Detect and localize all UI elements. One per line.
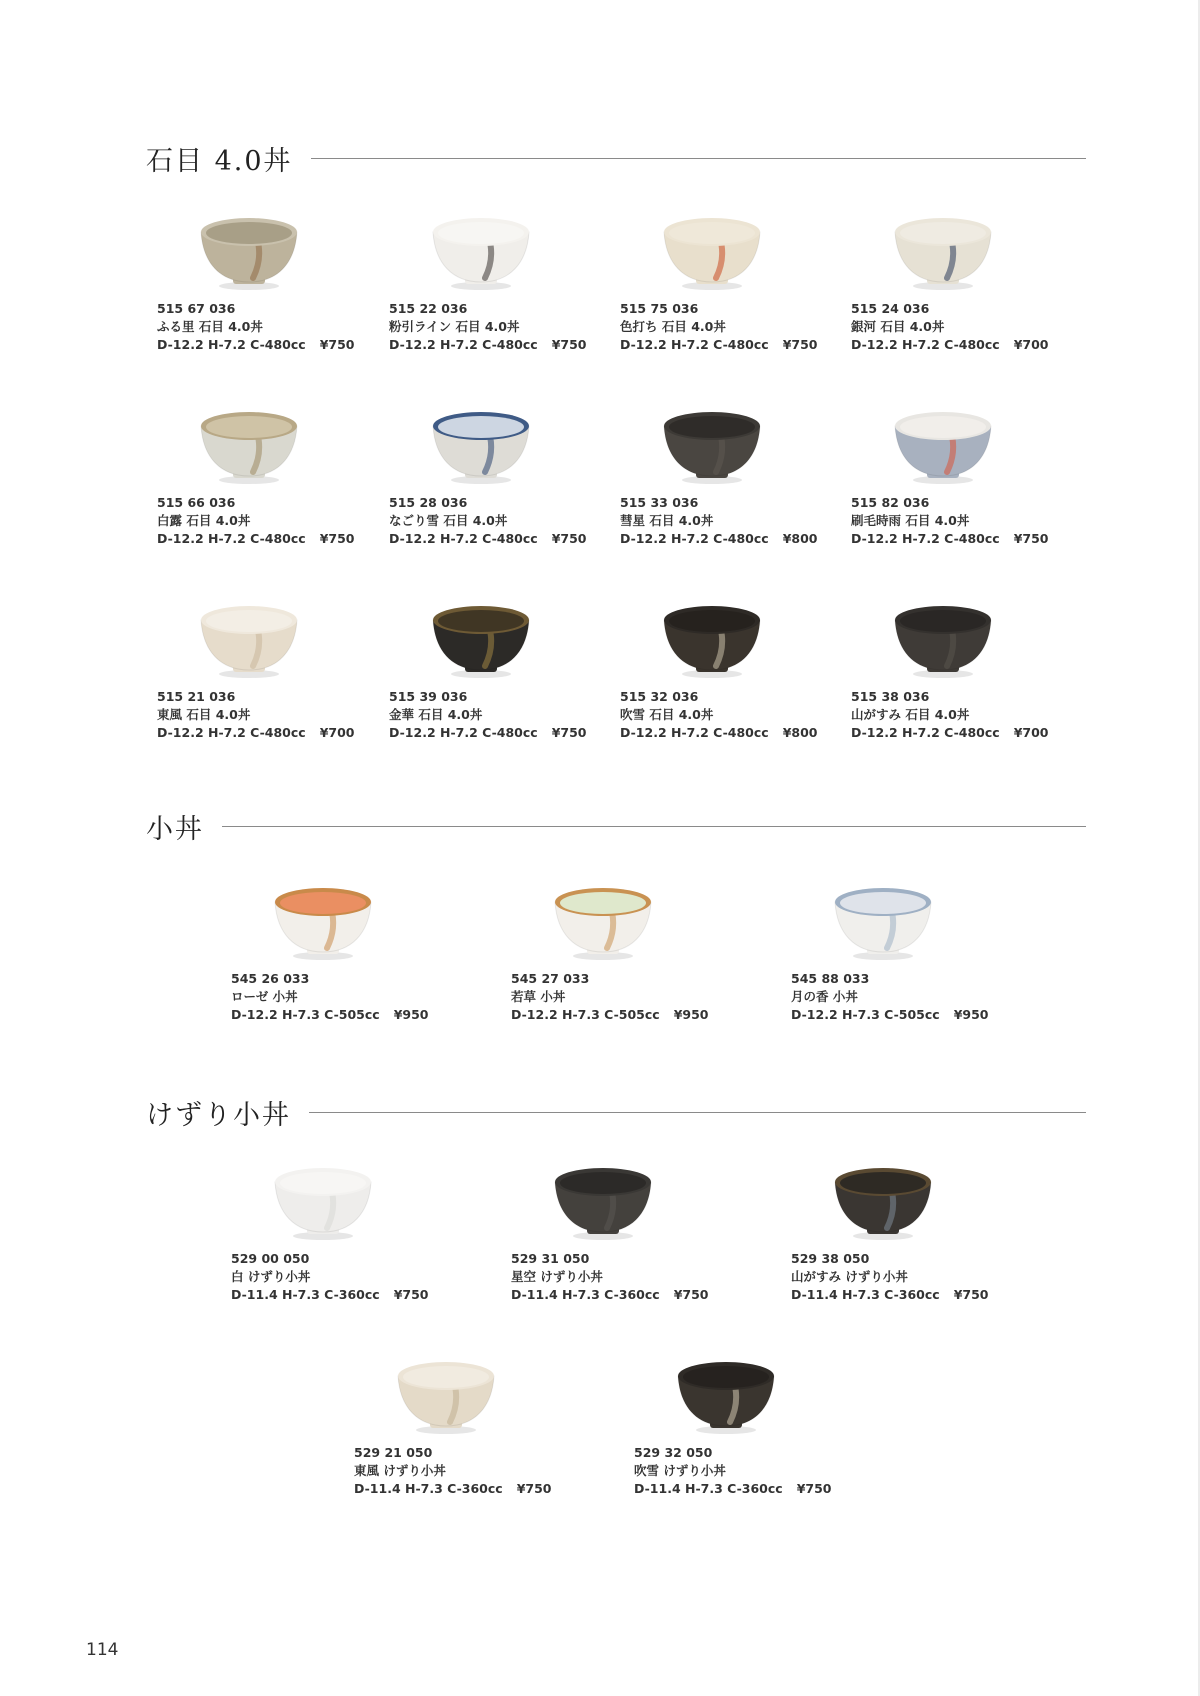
product-spec: D-11.4 H-7.3 C-360cc <box>231 1287 380 1302</box>
bowl-image <box>891 600 995 680</box>
product-spec: D-11.4 H-7.3 C-360cc <box>354 1481 503 1496</box>
bowl-inside <box>900 222 986 244</box>
product-price: ¥700 <box>319 725 355 740</box>
bowl-image <box>660 406 764 486</box>
product-info <box>620 300 820 354</box>
product-code: 515 39 036 <box>389 689 468 704</box>
bowl-image <box>429 600 533 680</box>
product-code: 515 24 036 <box>851 301 930 316</box>
bowl-image <box>891 212 995 292</box>
product-name: 吹雪 石目 4.0丼 <box>620 707 714 722</box>
bowl-inside <box>280 892 366 914</box>
product-code: 545 26 033 <box>231 971 310 986</box>
product-code: 529 32 050 <box>634 1445 713 1460</box>
product-price: ¥750 <box>551 725 587 740</box>
product-name: ふる里 石目 4.0丼 <box>157 319 263 334</box>
product-name: ローゼ 小丼 <box>231 989 298 1004</box>
product-name: 月の香 小丼 <box>791 989 858 1004</box>
product-code: 529 31 050 <box>511 1251 590 1266</box>
product-code: 529 21 050 <box>354 1445 433 1460</box>
bowl-image <box>831 1162 935 1242</box>
bowl-inside <box>669 416 755 438</box>
product-item <box>389 600 589 742</box>
product-info <box>851 688 1051 742</box>
product-price: ¥750 <box>673 1287 709 1302</box>
product-item <box>791 882 991 1024</box>
product-name: 山がすみ けずり小丼 <box>791 1269 908 1284</box>
product-item <box>791 1162 991 1304</box>
product-price: ¥750 <box>516 1481 552 1496</box>
product-price: ¥950 <box>393 1007 429 1022</box>
product-name: 吹雪 けずり小丼 <box>634 1463 726 1478</box>
product-info <box>620 494 820 548</box>
product-info <box>231 1250 431 1304</box>
product-spec: D-12.2 H-7.2 C-480cc <box>620 337 769 352</box>
product-price: ¥750 <box>319 531 355 546</box>
bowl-image <box>271 1162 375 1242</box>
product-name: 東風 けずり小丼 <box>354 1463 446 1478</box>
bowl-inside <box>438 610 524 632</box>
product-spec: D-12.2 H-7.3 C-505cc <box>231 1007 380 1022</box>
product-spec: D-12.2 H-7.2 C-480cc <box>851 725 1000 740</box>
product-name: 粉引ライン 石目 4.0丼 <box>389 319 520 334</box>
product-code: 529 00 050 <box>231 1251 310 1266</box>
product-name: 山がすみ 石目 4.0丼 <box>851 707 970 722</box>
bowl-inside <box>206 610 292 632</box>
bowl-image <box>660 212 764 292</box>
product-info <box>851 300 1051 354</box>
section-header-stone-bowl <box>146 138 1086 178</box>
product-price: ¥750 <box>953 1287 989 1302</box>
bowl-inside <box>403 1366 489 1388</box>
section-divider <box>222 826 1086 827</box>
product-item <box>851 406 1051 548</box>
product-info <box>620 688 820 742</box>
bowl-inside <box>560 892 646 914</box>
product-info <box>354 1444 554 1498</box>
product-item <box>851 212 1051 354</box>
product-item <box>157 406 357 548</box>
bowl-inside <box>840 892 926 914</box>
product-code: 515 22 036 <box>389 301 468 316</box>
product-code: 515 32 036 <box>620 689 699 704</box>
product-code: 545 88 033 <box>791 971 870 986</box>
product-spec: D-12.2 H-7.2 C-480cc <box>620 531 769 546</box>
product-code: 515 82 036 <box>851 495 930 510</box>
product-price: ¥750 <box>551 531 587 546</box>
product-price: ¥750 <box>551 337 587 352</box>
product-info <box>791 1250 991 1304</box>
product-name: 白露 石目 4.0丼 <box>157 513 251 528</box>
product-item <box>157 600 357 742</box>
product-item <box>389 212 589 354</box>
product-name: 白 けずり小丼 <box>231 1269 311 1284</box>
bowl-image <box>429 212 533 292</box>
product-spec: D-12.2 H-7.2 C-480cc <box>851 337 1000 352</box>
bowl-inside <box>669 222 755 244</box>
bowl-inside <box>438 222 524 244</box>
product-info <box>511 970 711 1024</box>
product-spec: D-11.4 H-7.3 C-360cc <box>791 1287 940 1302</box>
product-spec: D-12.2 H-7.2 C-480cc <box>389 337 538 352</box>
product-code: 515 38 036 <box>851 689 930 704</box>
section-title: 小丼 <box>146 813 204 845</box>
bowl-inside <box>560 1172 646 1194</box>
product-item <box>157 212 357 354</box>
product-info <box>389 494 589 548</box>
product-price: ¥750 <box>393 1287 429 1302</box>
product-spec: D-12.2 H-7.2 C-480cc <box>157 337 306 352</box>
product-price: ¥750 <box>796 1481 832 1496</box>
product-price: ¥750 <box>319 337 355 352</box>
bowl-image <box>271 882 375 962</box>
product-item <box>389 406 589 548</box>
product-info <box>634 1444 834 1498</box>
product-name: 星空 けずり小丼 <box>511 1269 603 1284</box>
bowl-image <box>394 1356 498 1436</box>
product-spec: D-12.2 H-7.2 C-480cc <box>620 725 769 740</box>
product-item <box>620 406 820 548</box>
bowl-image <box>429 406 533 486</box>
section-divider <box>309 1112 1086 1113</box>
section-header-small-bowl <box>146 806 1086 846</box>
product-item <box>231 1162 431 1304</box>
product-info <box>157 688 357 742</box>
product-price: ¥750 <box>782 337 818 352</box>
product-spec: D-12.2 H-7.2 C-480cc <box>389 725 538 740</box>
product-name: 東風 石目 4.0丼 <box>157 707 251 722</box>
product-item <box>354 1356 554 1498</box>
product-name: 銀河 石目 4.0丼 <box>851 319 945 334</box>
bowl-image <box>674 1356 778 1436</box>
product-info <box>511 1250 711 1304</box>
product-code: 515 75 036 <box>620 301 699 316</box>
bowl-inside <box>280 1172 366 1194</box>
product-price: ¥700 <box>1013 725 1049 740</box>
product-price: ¥800 <box>782 725 818 740</box>
product-info <box>157 300 357 354</box>
product-info <box>157 494 357 548</box>
bowl-inside <box>683 1366 769 1388</box>
product-name: 金華 石目 4.0丼 <box>389 707 483 722</box>
product-price: ¥950 <box>673 1007 709 1022</box>
product-spec: D-12.2 H-7.3 C-505cc <box>791 1007 940 1022</box>
product-code: 515 33 036 <box>620 495 699 510</box>
product-item <box>511 1162 711 1304</box>
product-price: ¥750 <box>1013 531 1049 546</box>
bowl-image <box>831 882 935 962</box>
bowl-inside <box>206 222 292 244</box>
product-name: 若草 小丼 <box>511 989 566 1004</box>
product-item <box>634 1356 834 1498</box>
product-info <box>389 300 589 354</box>
section-divider <box>311 158 1086 159</box>
product-item <box>231 882 431 1024</box>
product-item <box>511 882 711 1024</box>
bowl-image <box>660 600 764 680</box>
bowl-inside <box>900 416 986 438</box>
product-spec: D-12.2 H-7.3 C-505cc <box>511 1007 660 1022</box>
bowl-image <box>891 406 995 486</box>
product-spec: D-12.2 H-7.2 C-480cc <box>157 531 306 546</box>
product-spec: D-12.2 H-7.2 C-480cc <box>157 725 306 740</box>
bowl-inside <box>900 610 986 632</box>
section-title: けずり小丼 <box>146 1099 291 1131</box>
product-info <box>791 970 991 1024</box>
product-name: 色打ち 石目 4.0丼 <box>620 319 726 334</box>
product-code: 515 66 036 <box>157 495 236 510</box>
product-info <box>389 688 589 742</box>
product-price: ¥800 <box>782 531 818 546</box>
product-spec: D-11.4 H-7.3 C-360cc <box>634 1481 783 1496</box>
bowl-inside <box>669 610 755 632</box>
product-info <box>851 494 1051 548</box>
product-price: ¥950 <box>953 1007 989 1022</box>
bowl-image <box>551 1162 655 1242</box>
product-item <box>620 600 820 742</box>
product-info <box>231 970 431 1024</box>
product-code: 515 67 036 <box>157 301 236 316</box>
section-header-carved-small-bowl <box>146 1092 1086 1132</box>
bowl-image <box>197 212 301 292</box>
product-item <box>620 212 820 354</box>
bowl-inside <box>438 416 524 438</box>
product-name: 刷毛時雨 石目 4.0丼 <box>851 513 970 528</box>
bowl-inside <box>840 1172 926 1194</box>
product-price: ¥700 <box>1013 337 1049 352</box>
product-item <box>851 600 1051 742</box>
bowl-image <box>551 882 655 962</box>
product-code: 529 38 050 <box>791 1251 870 1266</box>
product-code: 545 27 033 <box>511 971 590 986</box>
product-name: 彗星 石目 4.0丼 <box>620 513 714 528</box>
bowl-image <box>197 600 301 680</box>
product-spec: D-12.2 H-7.2 C-480cc <box>851 531 1000 546</box>
bowl-inside <box>206 416 292 438</box>
section-title: 石目 4.0丼 <box>146 145 293 177</box>
product-spec: D-12.2 H-7.2 C-480cc <box>389 531 538 546</box>
product-spec: D-11.4 H-7.3 C-360cc <box>511 1287 660 1302</box>
bowl-image <box>197 406 301 486</box>
product-code: 515 28 036 <box>389 495 468 510</box>
product-name: なごり雪 石目 4.0丼 <box>389 513 508 528</box>
product-code: 515 21 036 <box>157 689 236 704</box>
page-number: 114 <box>86 1640 119 1660</box>
